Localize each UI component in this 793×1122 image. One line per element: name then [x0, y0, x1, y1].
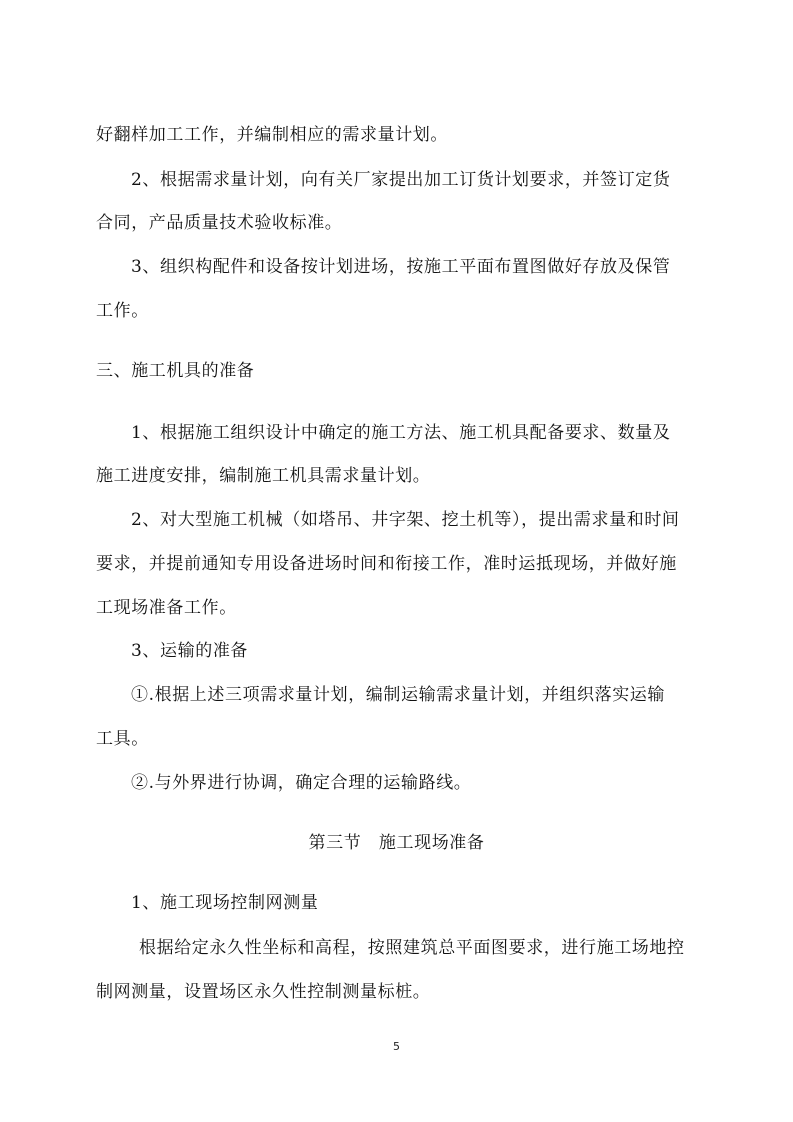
text-line-14: 工具。: [96, 729, 149, 749]
page-number: 5: [393, 1040, 400, 1053]
text-line-5: 工作。: [96, 301, 149, 321]
text-line-13: ①.根据上述三项需求量计划，编制运输需求量计划，并组织落实运输: [131, 685, 666, 705]
text-line-9: 2、对大型施工机械（如塔吊、井字架、挖土机等），提出需求量和时间: [131, 510, 680, 530]
text-line-1: 好翻样加工工作，并编制相应的需求量计划。: [96, 125, 448, 145]
text-line-10: 要求，并提前通知专用设备进场时间和衔接工作，准时运抵现场，并做好施: [96, 554, 677, 574]
text-line-15: ②.与外界进行协调，确定合理的运输路线。: [131, 773, 472, 793]
text-line-7: 1、根据施工组织设计中确定的施工方法、施工机具配备要求、数量及: [131, 423, 671, 443]
text-line-2: 2、根据需求量计划，向有关厂家提出加工订货计划要求，并签订定货: [131, 170, 671, 190]
text-line-3: 合同，产品质量技术验收标准。: [96, 213, 343, 233]
text-line-11: 工现场准备工作。: [96, 598, 237, 618]
text-line-8: 施工进度安排，编制施工机具需求量计划。: [96, 466, 431, 486]
text-line-17: 1、施工现场控制网测量: [131, 893, 319, 913]
section-heading-tools: 三、施工机具的准备: [96, 361, 255, 381]
section-heading-site-prep: 第三节 施工现场准备: [308, 833, 485, 853]
text-line-18: 根据给定永久性坐标和高程，按照建筑总平面图要求，进行施工场地控: [139, 938, 685, 958]
text-line-4: 3、组织构配件和设备按计划进场，按施工平面布置图做好存放及保管: [131, 257, 671, 277]
text-line-12: 3、运输的准备: [131, 641, 249, 661]
text-line-19: 制网测量，设置场区永久性控制测量标桩。: [96, 982, 431, 1002]
